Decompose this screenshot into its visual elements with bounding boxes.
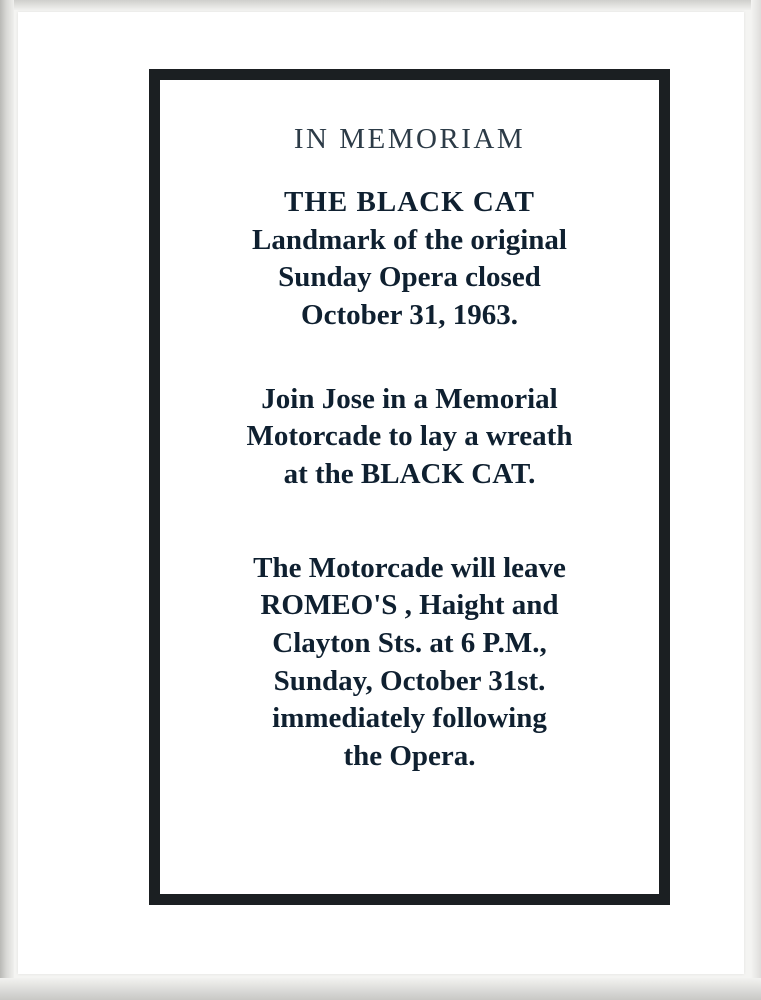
announcement-line-2: Landmark of the original [252,223,567,256]
details-line-3: Clayton Sts. at 6 P.M., [272,627,547,660]
scan-edge-left [0,0,14,1000]
flyer-sheet [18,12,744,974]
invitation-line-2: Motorcade to lay a wreath [246,420,573,453]
invitation-line-1: Join Jose in a Memorial [261,382,558,415]
flyer-content [160,80,659,894]
details-block [188,550,631,776]
details-line-4: Sunday, October 31st. [273,664,546,697]
page-title: IN MEMORIAM [293,123,526,155]
announcement-line-3: Sunday Opera closed [278,261,541,294]
invitation-block [188,381,631,494]
announcement-line-1: THE BLACK CAT [284,185,535,218]
scan-edge-bottom [0,978,761,1000]
scan-edge-right [751,0,761,1000]
details-line-6: the Opera. [343,740,476,773]
details-line-1: The Motorcade will leave [253,551,566,584]
details-line-2: ROMEO'S , Haight and [260,589,559,622]
details-line-5: immediately following [272,702,547,735]
scan-edge-top [0,0,761,10]
invitation-line-3: at the BLACK CAT. [283,458,536,491]
announcement-line-4: October 31, 1963. [301,298,518,331]
announcement-block [188,184,631,335]
black-border-frame [149,69,670,905]
